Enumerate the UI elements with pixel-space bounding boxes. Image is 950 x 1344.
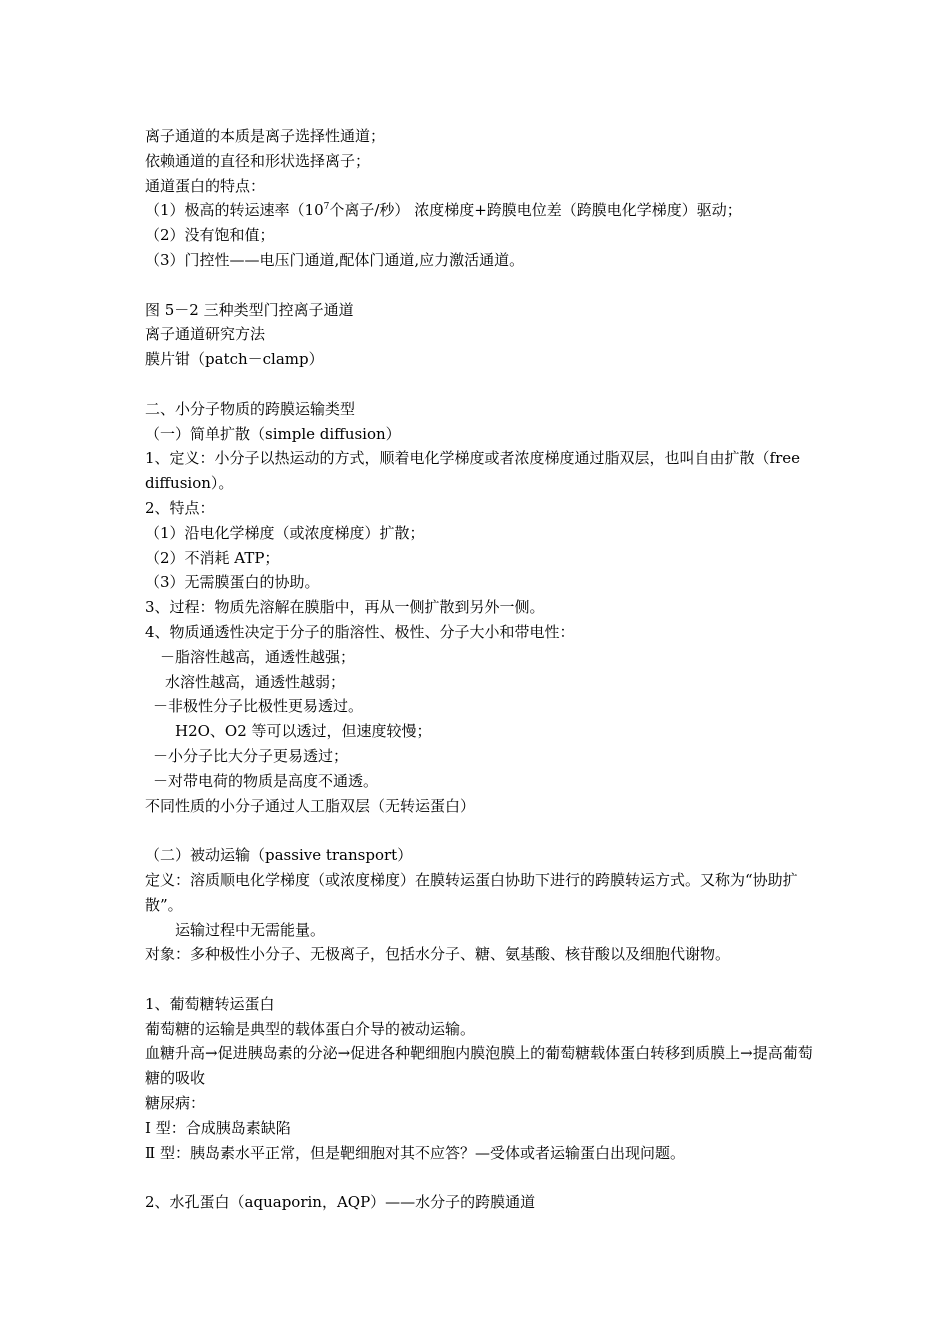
paragraph: 葡萄糖的运输是典型的载体蛋白介导的被动运输。	[145, 1019, 476, 1038]
section-heading: 二、小分子物质的跨膜运输类型	[145, 399, 356, 418]
paragraph: 离子通道研究方法	[145, 325, 266, 344]
paragraph: 1、定义：小分子以热运动的方式，顺着电化学梯度或者浓度梯度通过脂双层，也叫自由扩散（free diffusion）。	[145, 449, 801, 493]
paragraph: 离子通道的本质是离子选择性通道；	[145, 127, 386, 145]
paragraph: 糖尿病：	[145, 1094, 206, 1113]
paragraph: 2、特点：	[145, 498, 215, 517]
blank-line	[145, 372, 815, 397]
figure-caption: 图 5－2 三种类型门控离子通道	[145, 300, 354, 319]
paragraph: －非极性分子比极性更易透过。	[153, 697, 364, 716]
blank-line	[145, 818, 815, 843]
text-run: 个离子/秒） 浓度梯度+跨膜电位差（跨膜电化学梯度）驱动；	[329, 201, 742, 220]
paragraph: 运输过程中无需能量。	[175, 920, 326, 939]
paragraph: 依赖通道的直径和形状选择离子；	[145, 151, 371, 170]
paragraph: －脂溶性越高，通透性越强；	[160, 647, 356, 666]
paragraph: 对象：多种极性小分子、无极离子，包括水分子、糖、氨基酸、核苷酸以及细胞代谢物。	[145, 945, 731, 964]
paragraph: 4、物质通透性决定于分子的脂溶性、极性、分子大小和带电性：	[145, 622, 575, 641]
paragraph: 通道蛋白的特点：	[145, 176, 266, 195]
paragraph: 水溶性越高，通透性越弱；	[165, 672, 346, 691]
paragraph: 膜片钳（patch－clamp）	[145, 350, 324, 369]
paragraph: H2O、O2 等可以透过，但速度较慢；	[175, 722, 432, 741]
document-body	[145, 124, 815, 1215]
paragraph: －对带电荷的物质是高度不通透。	[153, 771, 379, 790]
paragraph: （3）门控性——电压门通道,配体门通道,应力激活通道。	[145, 250, 525, 269]
blank-line	[145, 1165, 815, 1190]
paragraph: （3）无需膜蛋白的协助。	[145, 573, 320, 592]
paragraph: －小分子比大分子更易透过；	[153, 746, 349, 765]
subsection-heading: （一）简单扩散（simple diffusion）	[145, 424, 401, 443]
superscript-exponent: 7	[323, 202, 330, 213]
blank-line	[145, 273, 815, 298]
paragraph: 3、过程：物质先溶解在膜脂中，再从一侧扩散到另外一侧。	[145, 598, 545, 617]
subsection-heading: 2、水孔蛋白（aquaporin，AQP）——水分子的跨膜通道	[145, 1193, 536, 1212]
paragraph: 血糖升高→促进胰岛素的分泌→促进各种靶细胞内膜泡膜上的葡萄糖载体蛋白转移到质膜上→提高葡萄糖的吸收	[145, 1044, 813, 1088]
text-run: （1）极高的转运速率（10	[145, 201, 324, 220]
blank-line	[145, 967, 815, 992]
paragraph: （2）没有饱和值；	[145, 226, 275, 245]
paragraph-with-superscript	[145, 198, 815, 223]
subsection-heading: （二）被动运输（passive transport）	[145, 846, 413, 865]
paragraph: （1）沿电化学梯度（或浓度梯度）扩散；	[145, 523, 425, 542]
paragraph: 不同性质的小分子通过人工脂双层（无转运蛋白）	[145, 796, 476, 815]
paragraph: 定义：溶质顺电化学梯度（或浓度梯度）在膜转运蛋白协助下进行的跨膜转运方式。又称为“协助扩散”。	[145, 870, 798, 914]
paragraph: Ⅰ 型：合成胰岛素缺陷	[145, 1118, 291, 1137]
subsection-heading: 1、葡萄糖转运蛋白	[145, 994, 275, 1013]
paragraph: Ⅱ 型：胰岛素水平正常，但是靶细胞对其不应答？—受体或者运输蛋白出现问题。	[145, 1143, 685, 1162]
paragraph: （2）不消耗 ATP；	[145, 548, 280, 567]
